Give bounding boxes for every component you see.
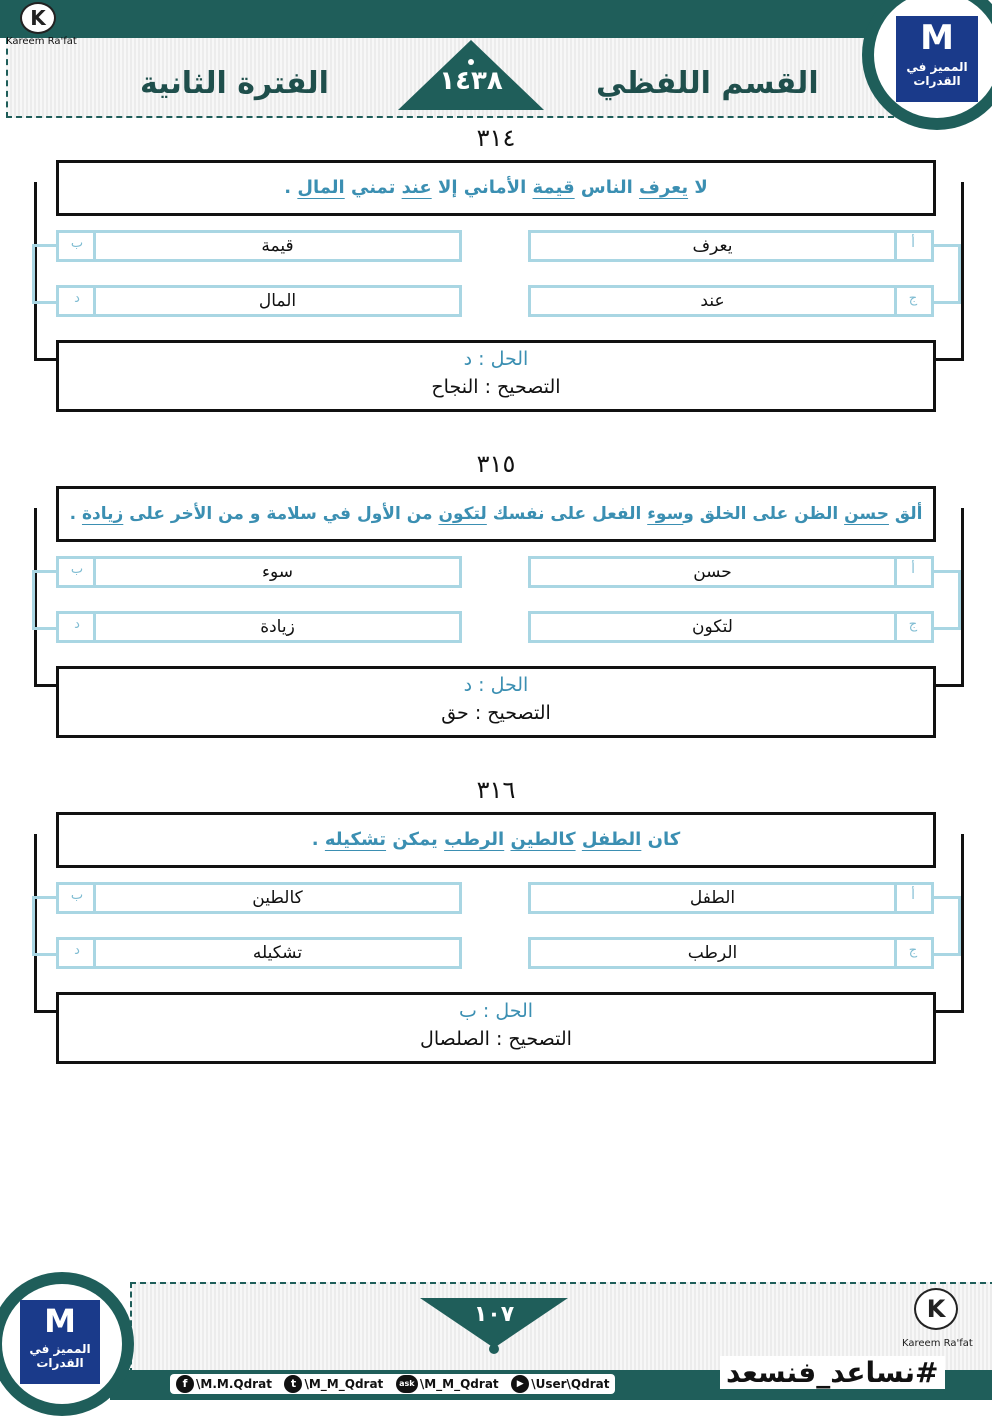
option-text: لتكون (692, 617, 733, 637)
option-text: المال (258, 291, 297, 311)
option-text: سوء (261, 562, 294, 582)
option-b[interactable] (56, 556, 462, 588)
option-letter: ج (908, 943, 918, 958)
options-bracket-right (930, 244, 961, 304)
option-letter: ج (908, 617, 918, 632)
social-links (170, 1374, 615, 1394)
option-letter: ب (70, 236, 84, 251)
answer-label: الحل : د (463, 674, 529, 696)
option-letter: ج (908, 291, 918, 306)
option-c[interactable] (528, 285, 934, 317)
option-d[interactable] (56, 937, 462, 969)
option-text: يعرف (692, 236, 733, 256)
social-twitter[interactable]: t \M_M_Qdrat (284, 1377, 383, 1391)
hashtag: #نساعد_فنسعد (720, 1356, 945, 1389)
option-c[interactable] (528, 937, 934, 969)
option-d[interactable] (56, 285, 462, 317)
answer-box (56, 992, 936, 1064)
option-letter: ب (70, 888, 84, 903)
book-logo-icon: M المميز في القدرات (896, 16, 978, 102)
question-sentence: كان الطفل كالطين الرطب يمكن تشكيله . (56, 812, 936, 868)
option-letter: أ (911, 236, 915, 251)
answer-label: الحل : د (463, 348, 529, 370)
social-askfm[interactable]: ask \M_M_Qdrat (396, 1377, 499, 1391)
twitter-icon: t (284, 1375, 302, 1393)
correction-label: التصحيح : النجاح (431, 376, 561, 398)
option-c[interactable] (528, 611, 934, 643)
answer-label: الحل : ب (458, 1000, 534, 1022)
option-letter: د (74, 617, 80, 632)
answer-box (56, 666, 936, 738)
option-letter: أ (911, 562, 915, 577)
correction-label: التصحيح : حق (441, 702, 551, 724)
option-a[interactable] (528, 230, 934, 262)
option-letter: د (74, 943, 80, 958)
option-letter: ب (70, 562, 84, 577)
answer-box (56, 340, 936, 412)
book-logo-icon: M المميز في القدرات (20, 1300, 100, 1384)
askfm-icon: ask (396, 1375, 418, 1393)
option-text: قيمة (261, 236, 294, 256)
facebook-icon: f (176, 1375, 194, 1393)
option-letter: د (74, 291, 80, 306)
option-b[interactable] (56, 230, 462, 262)
option-b[interactable] (56, 882, 462, 914)
option-d[interactable] (56, 611, 462, 643)
option-text: الطفل (689, 888, 736, 908)
options-bracket-right (930, 570, 961, 630)
question-number: ٣١٦ (476, 776, 516, 804)
period-title: الفترة الثانية (140, 66, 329, 101)
k-logo-icon: K (20, 2, 56, 34)
correction-label: التصحيح : الصلصال (420, 1028, 572, 1050)
youtube-icon: ▶ (511, 1375, 529, 1393)
question-sentence: لا يعرف الناس قيمة الأماني إلا عند تمني المال . (56, 160, 936, 216)
option-text: تشكيله (252, 943, 303, 963)
header-brand-caption: Kareem Ra'fat (6, 36, 77, 47)
page-number: ١٠٧ (473, 1302, 515, 1327)
question-sentence: ألق حسن الظن على الخلق وسوء الفعل على نفسك لتكون من الأول في سلامة و من الأخر على زيادة . (56, 486, 936, 542)
social-youtube[interactable]: ▶ \User\Qdrat (511, 1377, 609, 1391)
year-label: ١٤٣٨ (439, 66, 503, 96)
option-text: حسن (693, 562, 732, 582)
option-text: عند (700, 291, 725, 311)
option-text: كالطين (252, 888, 303, 908)
social-facebook[interactable]: f \M.M.Qdrat (176, 1377, 272, 1391)
option-a[interactable] (528, 556, 934, 588)
option-text: الرطب (687, 943, 738, 963)
option-letter: أ (911, 888, 915, 903)
k-logo-icon: K (914, 1288, 958, 1330)
section-title: القسم اللفظي (596, 66, 819, 101)
question-number: ٣١٥ (476, 450, 516, 478)
footer-brand-caption: Kareem Ra'fat (902, 1338, 973, 1349)
header-band (0, 0, 900, 38)
question-number: ٣١٤ (476, 124, 516, 152)
options-bracket-right (930, 896, 961, 956)
option-text: زيادة (260, 617, 295, 637)
option-a[interactable] (528, 882, 934, 914)
page-dot (489, 1344, 499, 1354)
